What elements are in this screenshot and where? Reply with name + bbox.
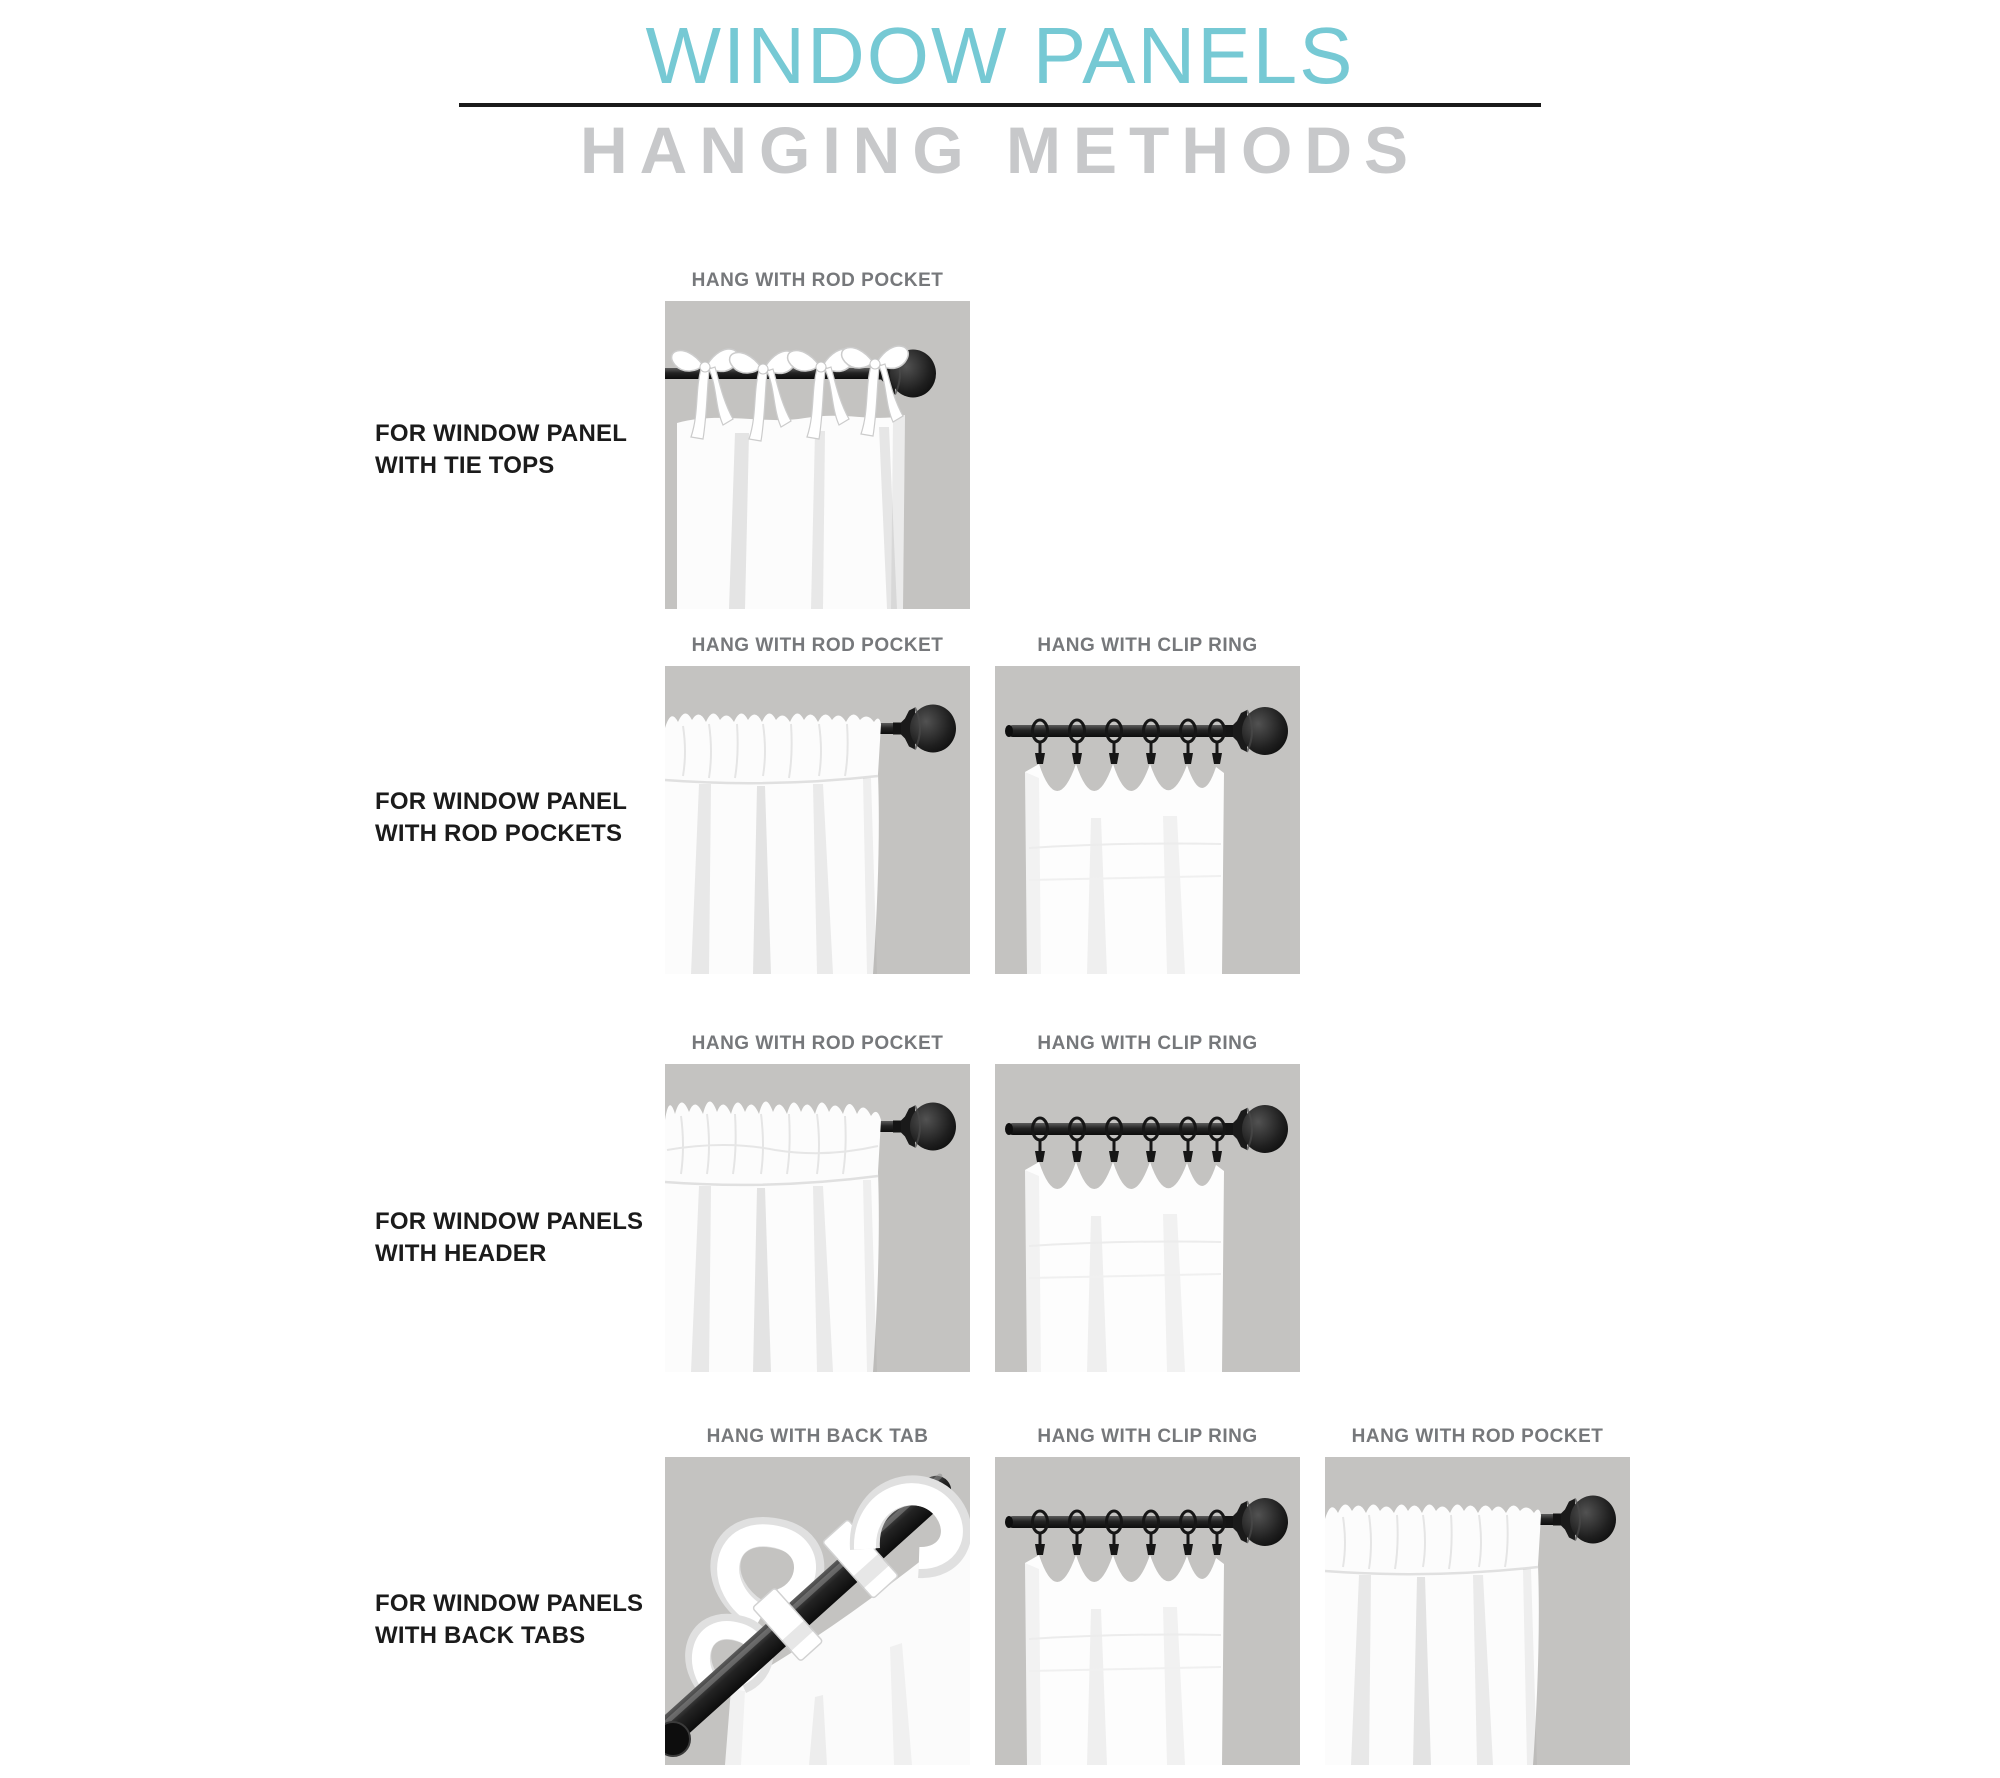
- method-caption: HANG WITH CLIP RING: [1037, 635, 1258, 656]
- page-title: WINDOW PANELS: [645, 11, 1355, 100]
- row-label-line: WITH BACK TABS: [375, 1622, 586, 1649]
- method-cell: [995, 635, 1300, 974]
- row-label-line: FOR WINDOW PANEL: [375, 420, 628, 447]
- row-label-tie-tops: [375, 418, 627, 482]
- method-caption: HANG WITH CLIP RING: [1037, 1426, 1258, 1447]
- row-label-back-tabs: [375, 1588, 643, 1652]
- title-divider: [459, 103, 1541, 107]
- method-cell: [665, 635, 970, 974]
- method-caption: HANG WITH ROD POCKET: [691, 1033, 944, 1054]
- method-caption: HANG WITH ROD POCKET: [691, 270, 944, 291]
- row-label-line: WITH HEADER: [375, 1240, 547, 1267]
- row-label-line: FOR WINDOW PANEL: [375, 788, 628, 815]
- tie-top-curtain-illustration: [665, 301, 970, 609]
- row-label-line: FOR WINDOW PANELS: [375, 1590, 644, 1617]
- method-cell: [665, 1426, 970, 1765]
- method-cell: [665, 270, 970, 609]
- clip-ring-curtain-illustration: [995, 1457, 1300, 1765]
- rod-pocket-curtain-illustration: [1325, 1457, 1630, 1765]
- row-label-header: [375, 1206, 643, 1270]
- clip-ring-curtain-illustration: [995, 666, 1300, 974]
- method-caption: HANG WITH CLIP RING: [1037, 1033, 1258, 1054]
- method-cell: [995, 1426, 1300, 1765]
- row-label-rod-pockets: [375, 786, 627, 850]
- method-caption: HANG WITH BACK TAB: [706, 1426, 929, 1447]
- back-tab-curtain-illustration: [665, 1457, 970, 1765]
- clip-ring-curtain-illustration: [995, 1064, 1300, 1372]
- page-subtitle: HANGING METHODS: [580, 113, 1420, 187]
- row-label-line: FOR WINDOW PANELS: [375, 1208, 644, 1235]
- method-cell: [995, 1033, 1300, 1372]
- rod-pocket-header-curtain-illustration: [665, 1064, 970, 1372]
- row-label-line: WITH ROD POCKETS: [375, 820, 623, 847]
- method-cell: [665, 1033, 970, 1372]
- rod-pocket-curtain-illustration: [665, 666, 970, 974]
- method-cell: [1325, 1426, 1630, 1765]
- row-label-line: WITH TIE TOPS: [375, 452, 555, 479]
- method-caption: HANG WITH ROD POCKET: [691, 635, 944, 656]
- method-caption: HANG WITH ROD POCKET: [1351, 1426, 1604, 1447]
